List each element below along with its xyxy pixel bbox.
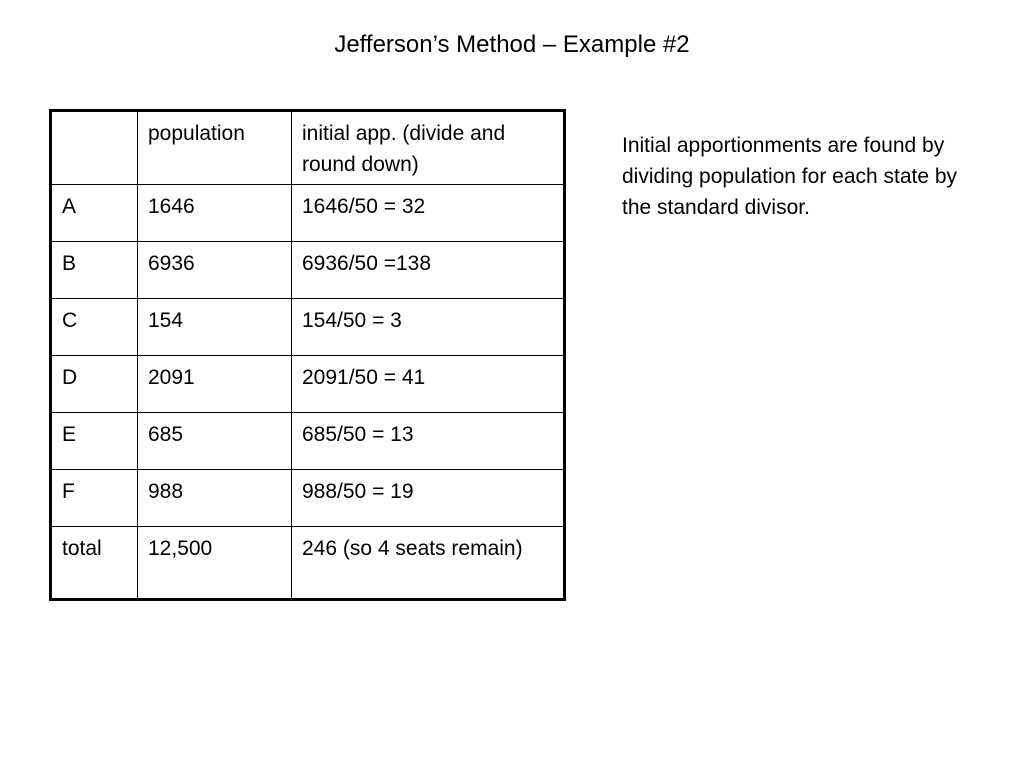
state-cell: C [51, 299, 138, 356]
state-cell: total [51, 527, 138, 600]
population-cell: 988 [138, 470, 292, 527]
initial-apportionment-cell: 988/50 = 19 [292, 470, 565, 527]
population-cell: 685 [138, 413, 292, 470]
initial-apportionment-cell: 1646/50 = 32 [292, 185, 565, 242]
state-cell: B [51, 242, 138, 299]
state-cell: A [51, 185, 138, 242]
header-cell-state [51, 111, 138, 185]
table-row [51, 356, 565, 413]
apportionment-table [49, 109, 566, 601]
initial-apportionment-cell: 685/50 = 13 [292, 413, 565, 470]
population-cell: 2091 [138, 356, 292, 413]
population-cell: 12,500 [138, 527, 292, 600]
state-cell: D [51, 356, 138, 413]
table-row [51, 413, 565, 470]
population-cell: 6936 [138, 242, 292, 299]
table-row [51, 242, 565, 299]
table-row [51, 299, 565, 356]
table-header-row [51, 111, 565, 185]
initial-apportionment-cell: 2091/50 = 41 [292, 356, 565, 413]
table-row [51, 185, 565, 242]
initial-apportionment-cell: 154/50 = 3 [292, 299, 565, 356]
state-cell: F [51, 470, 138, 527]
side-note: Initial apportionments are found by dividing population for each state by the standard divisor. [622, 134, 958, 219]
slide-title: Jefferson’s Method – Example #2 [334, 31, 690, 58]
header-cell-population: population [138, 111, 292, 185]
state-cell: E [51, 413, 138, 470]
population-cell: 154 [138, 299, 292, 356]
table-total-row [51, 527, 565, 600]
table-row [51, 470, 565, 527]
header-cell-initial-apportionment: initial app. (divide and round down) [292, 111, 565, 185]
initial-apportionment-cell: 246 (so 4 seats remain) [292, 527, 565, 600]
initial-apportionment-cell: 6936/50 =138 [292, 242, 565, 299]
population-cell: 1646 [138, 185, 292, 242]
